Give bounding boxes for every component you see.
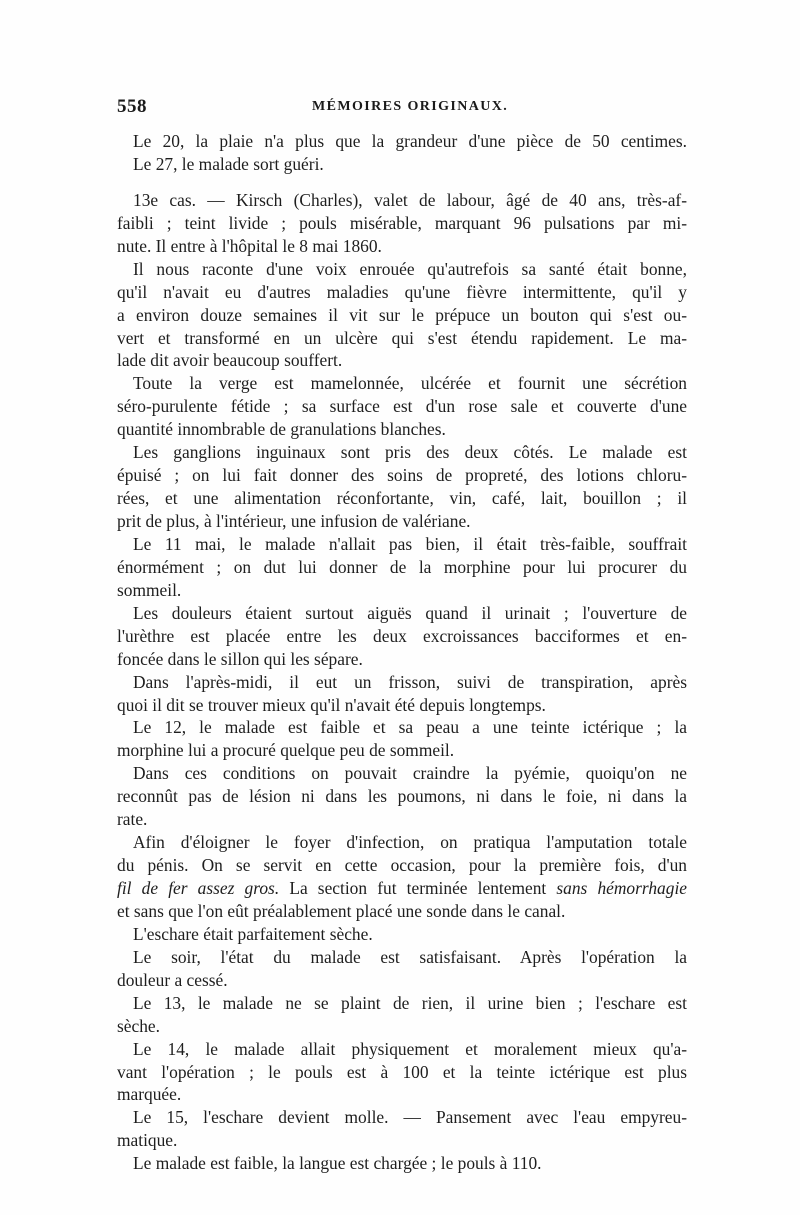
text-line: Le 27, le malade sort guéri. [133,153,324,174]
page-number: 558 [117,96,147,117]
text-line: rées, et une alimentation réconfortante, vin, café, lait, bouillon ; il [117,488,687,509]
text-line: Afin d'éloigner le foyer d'infection, on pratiqua l'amputation totale [133,832,687,853]
text-line: Dans ces conditions on pouvait craindre la pyémie, quoiqu'on ne [133,763,687,784]
text-line: épuisé ; on lui fait donner des soins de propreté, des lotions chloru- [117,465,687,486]
text-line: énormément ; on dut lui donner de la morphine pour lui procurer du [117,556,687,577]
text-line: Le 13, le malade ne se plaint de rien, il urine bien ; l'eschare est [133,992,687,1013]
text-line: vant l'opération ; le pouls est à 100 et la teinte ictérique est plus [117,1061,687,1082]
text-line: Le 15, l'eschare devient molle. — Pansement avec l'eau empyreu- [133,1107,687,1128]
text-line: Le 20, la plaie n'a plus que la grandeur d'une pièce de 50 centimes. [133,131,687,151]
body-text [117,130,687,1175]
text-line: L'eschare était parfaitement sèche. [133,923,373,944]
text-line: 13e cas. — Kirsch (Charles), valet de labour, âgé de 40 ans, très-af- [133,189,687,210]
text-line: séro-purulente fétide ; sa surface est d'un rose sale et couverte d'une [117,396,687,417]
text-line: du pénis. On se servit en cette occasion, pour la première fois, d'un [117,855,687,876]
text-line: morphine lui a procuré quelque peu de sommeil. [117,740,455,761]
text-line: sèche. [117,1015,160,1036]
text-line: matique. [117,1130,178,1151]
text-line: qu'il n'avait eu d'autres maladies qu'une fièvre intermittente, qu'il y [117,281,687,302]
text-line: Le 12, le malade est faible et sa peau a une teinte ictérique ; la [133,717,687,738]
text-line: foncée dans le sillon qui les sépare. [117,648,363,669]
text-line: Les douleurs étaient surtout aiguës quand il urinait ; l'ouverture de [133,602,687,623]
text-line: lade dit avoir beaucoup souffert. [117,350,343,371]
text-line: Le 11 mai, le malade n'allait pas bien, il était très-faible, souffrait [133,533,687,554]
text-line: vert et transformé en un ulcère qui s'est étendu rapidement. Le ma- [117,327,687,348]
text-line: l'urèthre est placée entre les deux excroissances bacciformes et en- [117,625,687,646]
text-line: rate. [117,809,148,830]
text-line: Les ganglions inguinaux sont pris des deux côtés. Le malade est [133,442,687,463]
text-line: Le 14, le malade allait physiquement et moralement mieux qu'a- [133,1038,687,1059]
text-line: Le malade est faible, la langue est chargée ; le pouls à 110. [133,1153,542,1174]
running-title: MÉMOIRES ORIGINAUX. [312,99,509,114]
text-line: Toute la verge est mamelonnée, ulcérée et fournit une sécrétion [133,373,687,394]
text-line: Le soir, l'état du malade est satisfaisant. Après l'opération la [133,946,687,967]
text-line: Il nous raconte d'une voix enrouée qu'autrefois sa santé était bonne, [133,258,687,279]
text-line: marquée. [117,1084,182,1105]
text-line: Dans l'après-midi, il eut un frisson, suivi de transpiration, après [133,671,687,692]
text-line: prit de plus, à l'intérieur, une infusion de valériane. [117,511,471,531]
text-line: douleur a cessé. [117,969,228,990]
text-line: nute. Il entre à l'hôpital le 8 mai 1860. [117,235,382,256]
text-line: sommeil. [117,579,182,600]
text-line: a environ douze semaines il vit sur le prépuce un bouton qui s'est ou- [117,304,687,325]
text-line: reconnût pas de lésion ni dans les poumons, ni dans le foie, ni dans la [117,786,687,807]
text-line: et sans que l'on eût préalablement placé une sonde dans le canal. [117,900,566,921]
page-header [117,96,687,120]
text-line: fil de fer assez gros. La section fut terminée lentement sans hémorrhagie [117,878,687,898]
paragraph-gap [117,176,687,189]
text-line: quantité innombrable de granulations blanches. [117,419,446,440]
text-line: faibli ; teint livide ; pouls misérable, marquant 96 pulsations par mi- [117,212,687,233]
text-line: quoi il dit se trouver mieux qu'il n'avait été depuis longtemps. [117,694,546,715]
